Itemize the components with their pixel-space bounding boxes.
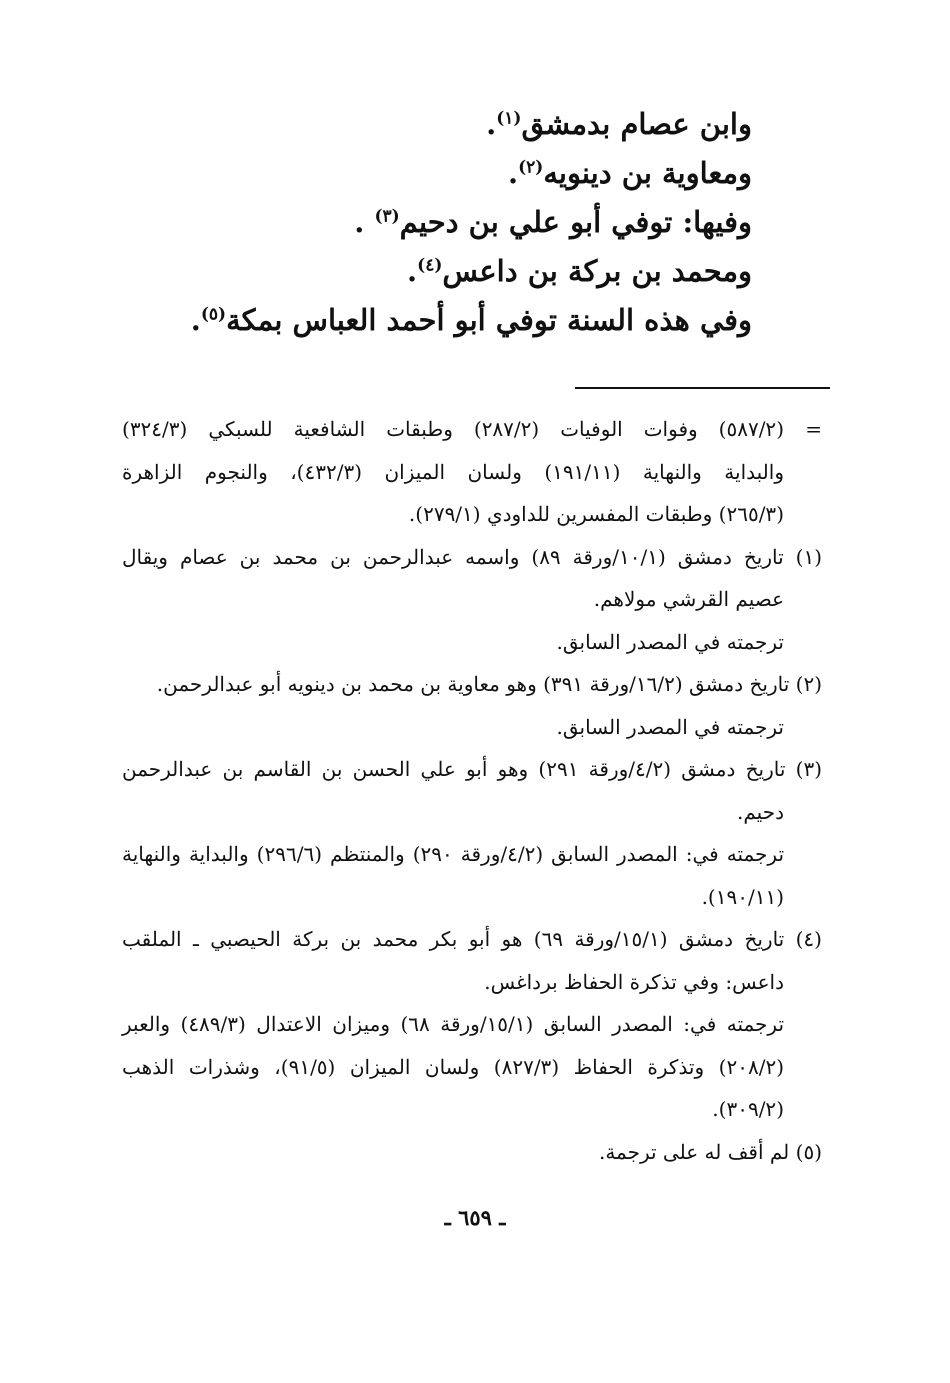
footnote-3-line: (٣) تاريخ دمشق (٤/٢/ورقة ٢٩١) وهو أبو علي الحسن بن القاسم بن عبدالرحمن: [122, 757, 822, 781]
footnote-ref-3: (٣): [374, 206, 400, 227]
main-line-3: [192, 198, 752, 247]
footnote-4-line: (٣٠٩/٢).: [712, 1097, 784, 1121]
footnote-divider: [575, 387, 830, 389]
footnote-ref-4: (٤): [417, 255, 443, 276]
main-line-1: [192, 100, 752, 149]
footnote-2-line: ترجمته في المصدر السابق.: [556, 714, 784, 739]
main-line-text: وفي هذه السنة توفي أبو أحمد العباس بمكة: [226, 303, 752, 337]
footnote-5-line: (٥) لم أقف له على ترجمة.: [598, 1139, 822, 1164]
footnote-3-line: ترجمته في: المصدر السابق (٤/٢/ورقة ٢٩٠) والمنتظم (٢٩٦/٦) والبداية والنهاية: [122, 842, 785, 866]
footnote-continuation-line: والبداية والنهاية (١٩١/١١) ولسان الميزان (٤٣٢/٣)، والنجوم الزاهرة: [122, 459, 784, 484]
main-line-tail: .: [354, 205, 375, 239]
main-text: [192, 100, 752, 345]
footnote-2-line: (٢) تاريخ دمشق (١٦/٢/ورقة ٣٩١) وهو معاوية بن محمد بن دينويه أبو عبدالرحمن.: [156, 672, 822, 696]
main-line-text: ومعاوية بن دينويه: [543, 156, 752, 190]
footnote-text: (٥٨٧/٢) وفوات الوفيات (٢٨٧/٢) وطبقات الشافعية للسبكي (٣٢٤/٣): [122, 417, 784, 441]
footnote-1-line: ترجمته في المصدر السابق.: [556, 629, 784, 654]
footnote-ref-1: (١): [496, 108, 522, 129]
footnote-ref-2: (٢): [518, 157, 544, 178]
page-number: ـ ٦٥٩ ـ: [444, 1205, 506, 1230]
main-line-tail: .: [407, 254, 418, 288]
footnote-4-line: (٤) تاريخ دمشق (١٥/١/ورقة ٦٩) هو أبو بكر محمد بن بركة الحيصبي ـ الملقب: [122, 927, 822, 951]
footnote-ref-5: (٥): [200, 304, 227, 325]
main-line-5: [192, 296, 752, 345]
footnote-continuation-line: [122, 408, 822, 451]
main-line-text: وابن عصام بدمشق: [521, 107, 752, 141]
main-line-2: [192, 149, 752, 198]
main-line-text: وفيها: توفي أبو علي بن دحيم: [399, 205, 752, 239]
main-line-text: ومحمد بن بركة بن داعس: [442, 254, 752, 288]
continuation-marker: =: [805, 417, 822, 441]
main-line-tail: .: [507, 156, 519, 190]
footnote-1-line: (١) تاريخ دمشق (١٠/١/ورقة ٨٩) واسمه عبدالرحمن بن محمد بن عصام ويقال: [122, 544, 822, 569]
footnote-4-line: (٢٠٨/٢) وتذكرة الحفاظ (٨٢٧/٣) ولسان الميزان (٩١/٥)، وشذرات الذهب: [122, 1054, 785, 1079]
footnote-continuation-line: (٢٦٥/٣) وطبقات المفسرين للداودي (٢٧٩/١).: [408, 502, 784, 526]
main-line-4: [192, 247, 752, 296]
footnote-1-line: عصيم القرشي مولاهم.: [593, 587, 784, 611]
main-line-tail: .: [190, 303, 201, 337]
footnote-3-line: دحيم.: [737, 799, 784, 824]
footnote-4-line: داعس: وفي تذكرة الحفاظ برداغس.: [484, 969, 784, 994]
main-line-tail: .: [486, 107, 497, 141]
footnote-4-line: ترجمته في: المصدر السابق (١٥/١/ورقة ٦٨) وميزان الاعتدال (٤٨٩/٣) والعبر: [122, 1012, 785, 1036]
footnotes: [122, 408, 822, 1173]
footnote-3-line: (١٩٠/١١).: [701, 884, 784, 909]
